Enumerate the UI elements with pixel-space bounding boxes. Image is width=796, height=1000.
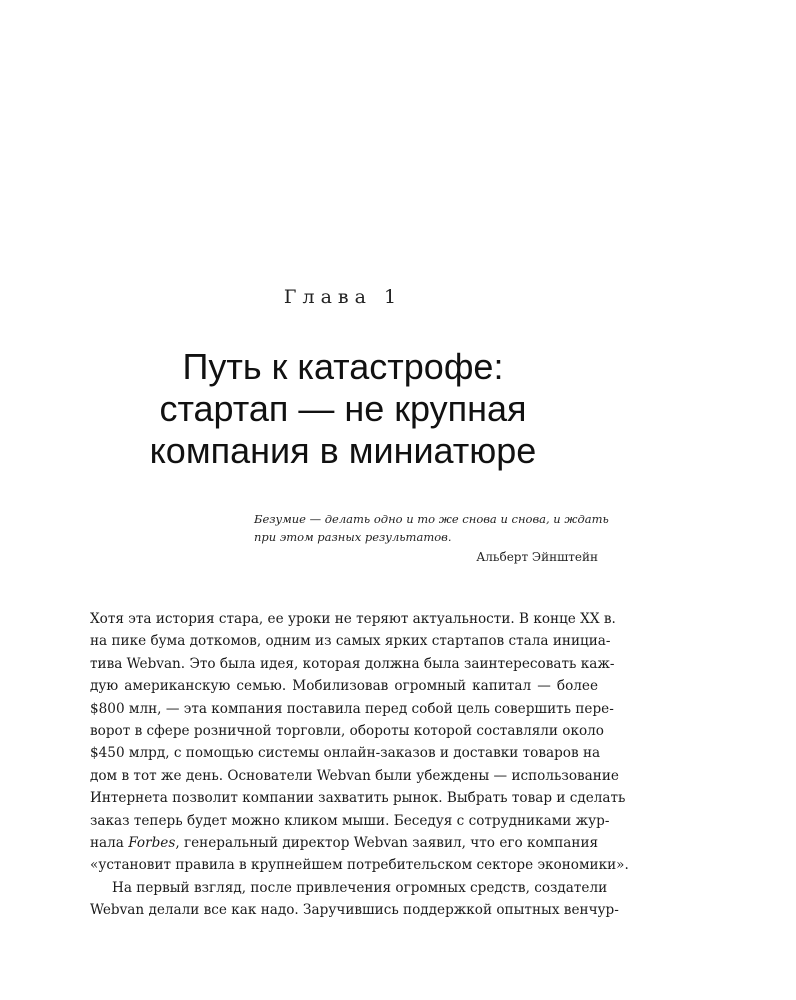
forbes-italic: Forbes	[128, 835, 176, 852]
text-line: Webvan делали все как надо. Заручившись поддержкой опытных венчур-	[90, 902, 619, 919]
text-line	[90, 832, 598, 854]
chapter-label: Глава 1	[283, 286, 403, 308]
text-line: тива Webvan. Это была идея, которая должна была заинтересовать каж-	[90, 655, 615, 672]
text-line: заказ теперь будет можно кликом мыши. Беседуя с сотрудниками жур-	[90, 812, 610, 829]
epigraph-quote	[254, 510, 609, 546]
text-fragment: нала	[90, 835, 129, 852]
text-fragment: , генеральный директор Webvan заявил, что его компания	[175, 835, 599, 852]
text-line: Хотя эта история стара, ее уроки не теряют актуальности. В конце XX в.	[90, 611, 616, 627]
text-line: ворот в сфере розничной торговли, обороты которой составляли около	[90, 723, 604, 740]
chapter-title-line: компания в миниатюре	[149, 430, 537, 471]
text-line: дую американскую семью. Мобилизовав огромный капитал — более	[90, 678, 598, 695]
chapter-title-line: стартап — не крупная	[159, 388, 527, 429]
chapter-title	[0, 346, 686, 472]
chapter-title-line: Путь к катастрофе:	[182, 346, 504, 387]
text-line: $450 млрд, с помощью системы онлайн-заказов и доставки товаров на	[90, 745, 601, 762]
epigraph-author: Альберт Эйнштейн	[476, 550, 598, 564]
text-line: Интернета позволит компании захватить рынок. Выбрать товар и сделать	[90, 790, 626, 807]
epigraph	[254, 510, 609, 566]
text-line: дом в тот же день. Основатели Webvan были убеждены — использование	[90, 767, 619, 784]
text-line: «установит правила в крупнейшем потребительском секторе экономики».	[90, 857, 629, 874]
epigraph-quote-line: при этом разных результатов.	[254, 530, 452, 544]
body-text	[90, 608, 629, 922]
text-line: $800 млн, — эта компания поставила перед собой цель совершить пере-	[90, 700, 614, 717]
epigraph-quote-line: Безумие — делать одно и то же снова и снова, и ждать	[254, 512, 609, 526]
text-line: на пике бума доткомов, одним из самых ярких стартапов стала инициа-	[90, 633, 611, 650]
text-line: На первый взгляд, после привлечения огромных средств, создатели	[112, 879, 608, 896]
